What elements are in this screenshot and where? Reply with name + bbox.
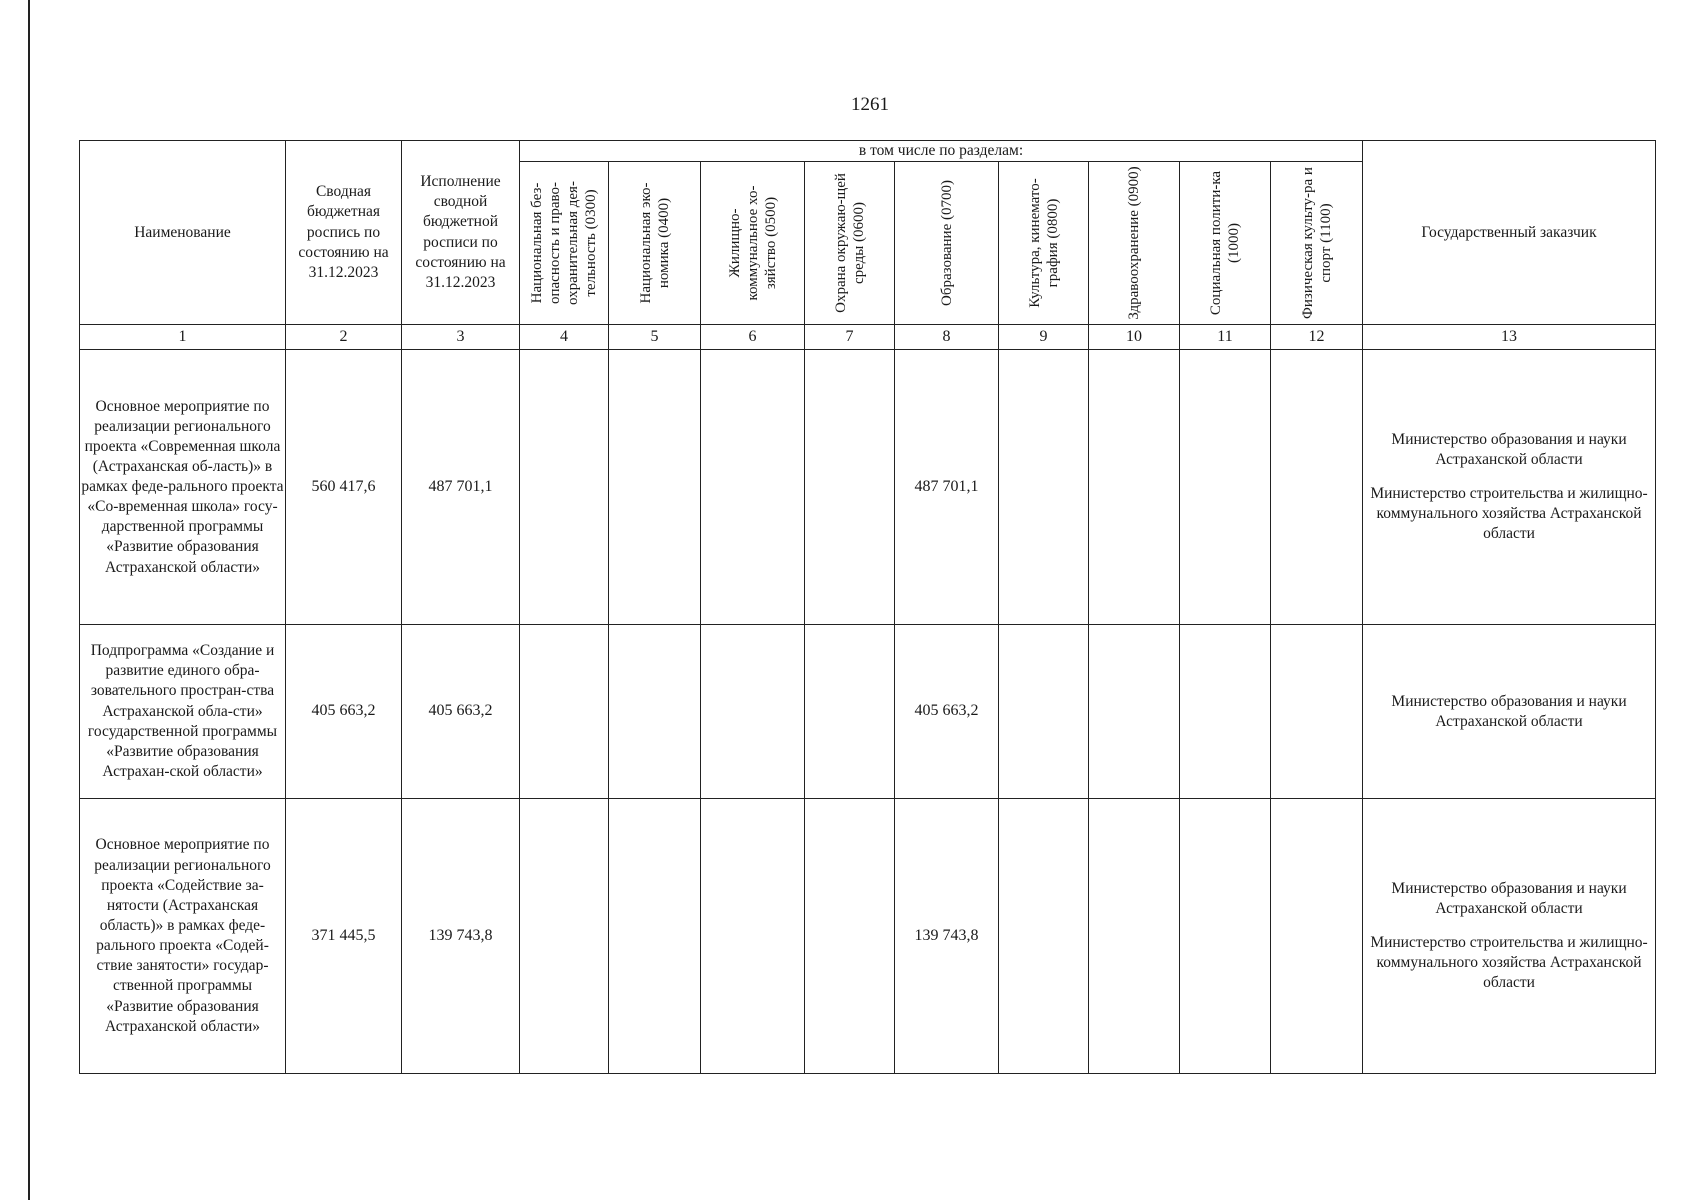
header-section-label: Охрана окружаю-щей среды (0600) <box>832 173 867 314</box>
row-section-value <box>805 625 895 799</box>
header-customer: Государственный заказчик <box>1363 141 1656 325</box>
row-customer <box>1363 625 1656 799</box>
column-number: 9 <box>999 325 1089 350</box>
header-section-0800 <box>999 162 1089 325</box>
row-name: Основное мероприятие по реализации регионального проекта «Современная школа (Астраханская об-ласть)» в рамках феде-рального проекта «Со-временная школа» госу-дарственной программы «Развитие образования Астраханской области» <box>80 350 286 625</box>
page-binding-line <box>28 0 30 1200</box>
column-number: 6 <box>701 325 805 350</box>
header-budget: Сводная бюджетная роспись по состоянию на 31.12.2023 <box>286 141 402 325</box>
header-execution: Исполнение сводной бюджетной росписи по состоянию на 31.12.2023 <box>402 141 520 325</box>
customer-name: Министерство образования и науки Астраханской области <box>1391 430 1627 468</box>
row-section-value <box>805 799 895 1074</box>
column-number: 8 <box>895 325 999 350</box>
column-number: 10 <box>1089 325 1180 350</box>
row-name: Основное мероприятие по реализации регионального проекта «Содействие за-нятости (Астраханская область)» в рамках феде-рального проекта «Содей-ствие занятости» государ-ственной программы «Развитие образования Астраханской области» <box>80 799 286 1074</box>
row-section-value <box>609 625 701 799</box>
row-section-value: 139 743,8 <box>895 799 999 1074</box>
row-execution: 405 663,2 <box>402 625 520 799</box>
row-section-value <box>1271 799 1363 1074</box>
column-number: 2 <box>286 325 402 350</box>
header-section-label: Социальная полити-ка (1000) <box>1208 171 1242 316</box>
column-number: 7 <box>805 325 895 350</box>
row-section-value <box>1089 799 1180 1074</box>
column-number: 12 <box>1271 325 1363 350</box>
row-section-value <box>1180 350 1271 625</box>
row-section-value <box>701 799 805 1074</box>
row-customer <box>1363 799 1656 1074</box>
row-section-value <box>701 350 805 625</box>
row-section-value <box>609 350 701 625</box>
column-numbers-row <box>80 325 1656 350</box>
header-section-0300 <box>520 162 609 325</box>
table-row <box>80 350 1656 625</box>
table-row <box>80 799 1656 1074</box>
column-number: 13 <box>1363 325 1656 350</box>
row-section-value <box>805 350 895 625</box>
row-section-value: 487 701,1 <box>895 350 999 625</box>
column-number: 5 <box>609 325 701 350</box>
header-section-label: Национальная эко-номика (0400) <box>637 182 672 304</box>
header-section-label: Здравоохранение (0900) <box>1126 166 1142 320</box>
table-row <box>80 625 1656 799</box>
column-number: 1 <box>80 325 286 350</box>
row-section-value <box>999 799 1089 1074</box>
row-name: Подпрограмма «Создание и развитие единого обра-зовательного простран-ства Астраханской обла-сти» государственной программы «Развитие образования Астрахан-ской области» <box>80 625 286 799</box>
row-section-value <box>1089 625 1180 799</box>
row-section-value <box>1089 350 1180 625</box>
row-section-value <box>520 350 609 625</box>
customer-name: Министерство образования и науки Астраханской области <box>1391 692 1627 730</box>
row-section-value <box>609 799 701 1074</box>
row-section-value <box>999 625 1089 799</box>
column-number: 11 <box>1180 325 1271 350</box>
column-number: 4 <box>520 325 609 350</box>
row-section-value <box>1180 625 1271 799</box>
row-section-value <box>520 625 609 799</box>
page-number: 1261 <box>851 94 889 115</box>
header-section-1100 <box>1271 162 1363 325</box>
row-section-value: 405 663,2 <box>895 625 999 799</box>
row-section-value <box>1180 799 1271 1074</box>
header-section-label: Культура, кинемато-графия (0800) <box>1026 178 1061 308</box>
row-section-value <box>1271 350 1363 625</box>
row-execution: 487 701,1 <box>402 350 520 625</box>
header-sections-group: в том числе по разделам: <box>520 141 1363 162</box>
column-number: 3 <box>402 325 520 350</box>
header-section-label: Национальная без-опасность и право-охранительная дея-тельность (0300) <box>529 181 599 306</box>
header-section-label: Физическая культу-ра и спорт (1100) <box>1299 167 1334 320</box>
row-customer <box>1363 350 1656 625</box>
row-budget: 371 445,5 <box>286 799 402 1074</box>
customer-name: Министерство строительства и жилищно-коммунального хозяйства Астраханской области <box>1370 934 1648 992</box>
header-section-0400 <box>609 162 701 325</box>
budget-table <box>79 140 1656 1074</box>
customer-name: Министерство образования и науки Астраханской области <box>1391 879 1627 917</box>
header-section-0600 <box>805 162 895 325</box>
header-section-0900 <box>1089 162 1180 325</box>
header-section-1000 <box>1180 162 1271 325</box>
header-name: Наименование <box>80 141 286 325</box>
header-section-0700 <box>895 162 999 325</box>
row-section-value <box>1271 625 1363 799</box>
header-section-label: Жилищно-коммунальное хо-зяйство (0500) <box>726 185 779 301</box>
row-execution: 139 743,8 <box>402 799 520 1074</box>
row-budget: 560 417,6 <box>286 350 402 625</box>
row-section-value <box>520 799 609 1074</box>
row-section-value <box>701 625 805 799</box>
header-section-label: Образование (0700) <box>938 180 955 307</box>
header-section-0500 <box>701 162 805 325</box>
row-section-value <box>999 350 1089 625</box>
row-budget: 405 663,2 <box>286 625 402 799</box>
customer-name: Министерство строительства и жилищно-коммунального хозяйства Астраханской области <box>1370 485 1648 543</box>
